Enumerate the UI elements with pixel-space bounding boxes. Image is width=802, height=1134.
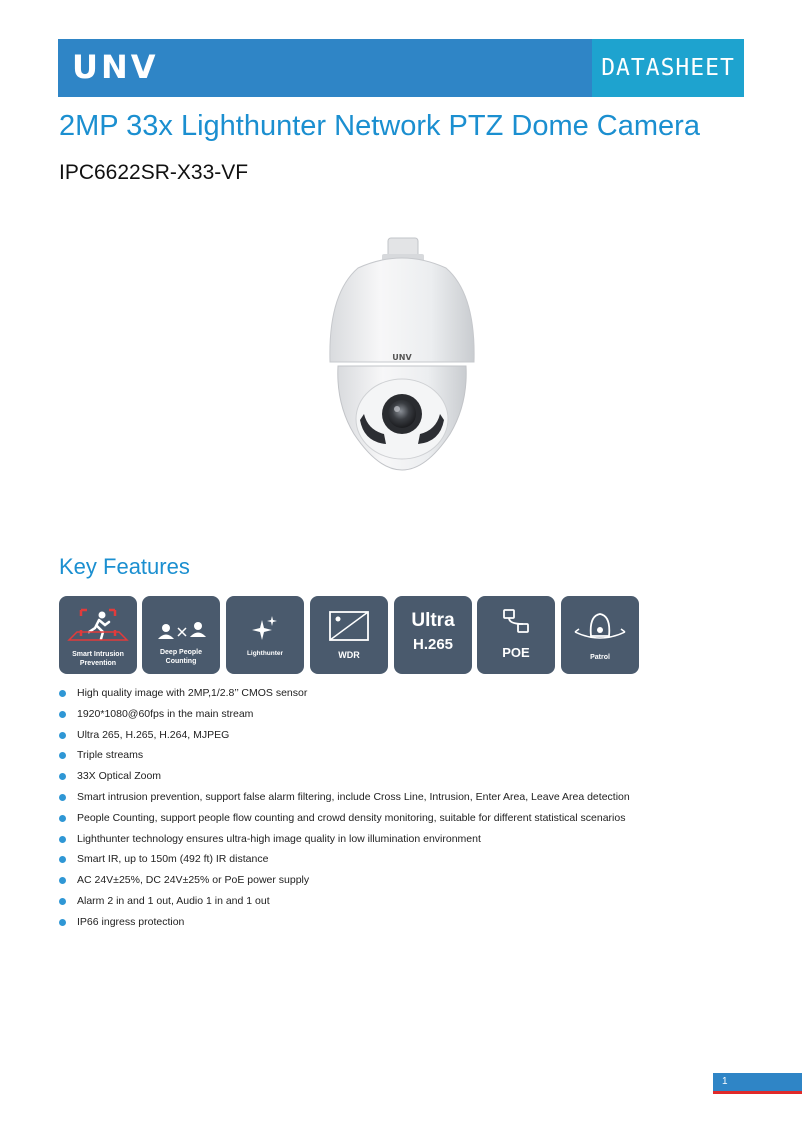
ultra-label: Ultra [411, 610, 455, 631]
feature-item: AC 24V±25%, DC 24V±25% or PoE power supply [59, 870, 630, 891]
feature-item: Triple streams [59, 745, 630, 766]
feature-item: 1920*1080@60fps in the main stream [59, 704, 630, 725]
lighthunter-icon [226, 596, 304, 674]
page-number: 1 [722, 1076, 728, 1087]
patrol-icon [561, 596, 639, 674]
unv-logo: UNV [72, 48, 159, 86]
key-features-list [59, 683, 630, 933]
footer-accent-line [713, 1091, 802, 1094]
wdr-label: WDR [338, 650, 360, 660]
patrol-label: Patrol [590, 654, 610, 661]
page-title: 2MP 33x Lighthunter Network PTZ Dome Camera [59, 110, 700, 142]
smart-intrusion-prevention-icon [59, 596, 137, 674]
deep-people-counting-icon [142, 596, 220, 674]
h265-label: H.265 [412, 636, 454, 653]
wdr-icon [310, 596, 388, 674]
poe-icon [477, 596, 555, 674]
feature-item: Lighthunter technology ensures ultra-high image quality in low illumination environment [59, 829, 630, 850]
feature-item: Alarm 2 in and 1 out, Audio 1 in and 1 out [59, 891, 630, 912]
feature-item: High quality image with 2MP,1/2.8’’ CMOS sensor [59, 683, 630, 704]
header-bar [58, 39, 744, 97]
ultra-h265-icon [394, 596, 472, 674]
poe-label: POE [502, 645, 530, 660]
smart-intrusion-prevention-label: Smart Intrusion Prevention [72, 651, 124, 667]
feature-item: 33X Optical Zoom [59, 766, 630, 787]
feature-item: Smart IR, up to 150m (492 ft) IR distance [59, 849, 630, 870]
camera-body-logo: UNV [392, 353, 412, 362]
lighthunter-label: Lighthunter [246, 650, 284, 657]
feature-item: Smart intrusion prevention, support false alarm filtering, include Cross Line, Intrusion, Enter Area, Leave Area detection [59, 787, 630, 808]
key-features-title: Key Features [59, 554, 190, 579]
deep-people-counting-label: Deep People Counting [159, 649, 202, 665]
datasheet-tab: DATASHEET [592, 39, 744, 97]
ptz-dome-camera-image [318, 234, 486, 474]
feature-item: People Counting, support people flow counting and crowd density monitoring, suitable for different statistical scenarios [59, 808, 630, 829]
feature-item: Ultra 265, H.265, H.264, MJPEG [59, 725, 630, 746]
feature-item: IP66 ingress protection [59, 912, 630, 933]
model-number: IPC6622SR-X33-VF [59, 161, 249, 184]
